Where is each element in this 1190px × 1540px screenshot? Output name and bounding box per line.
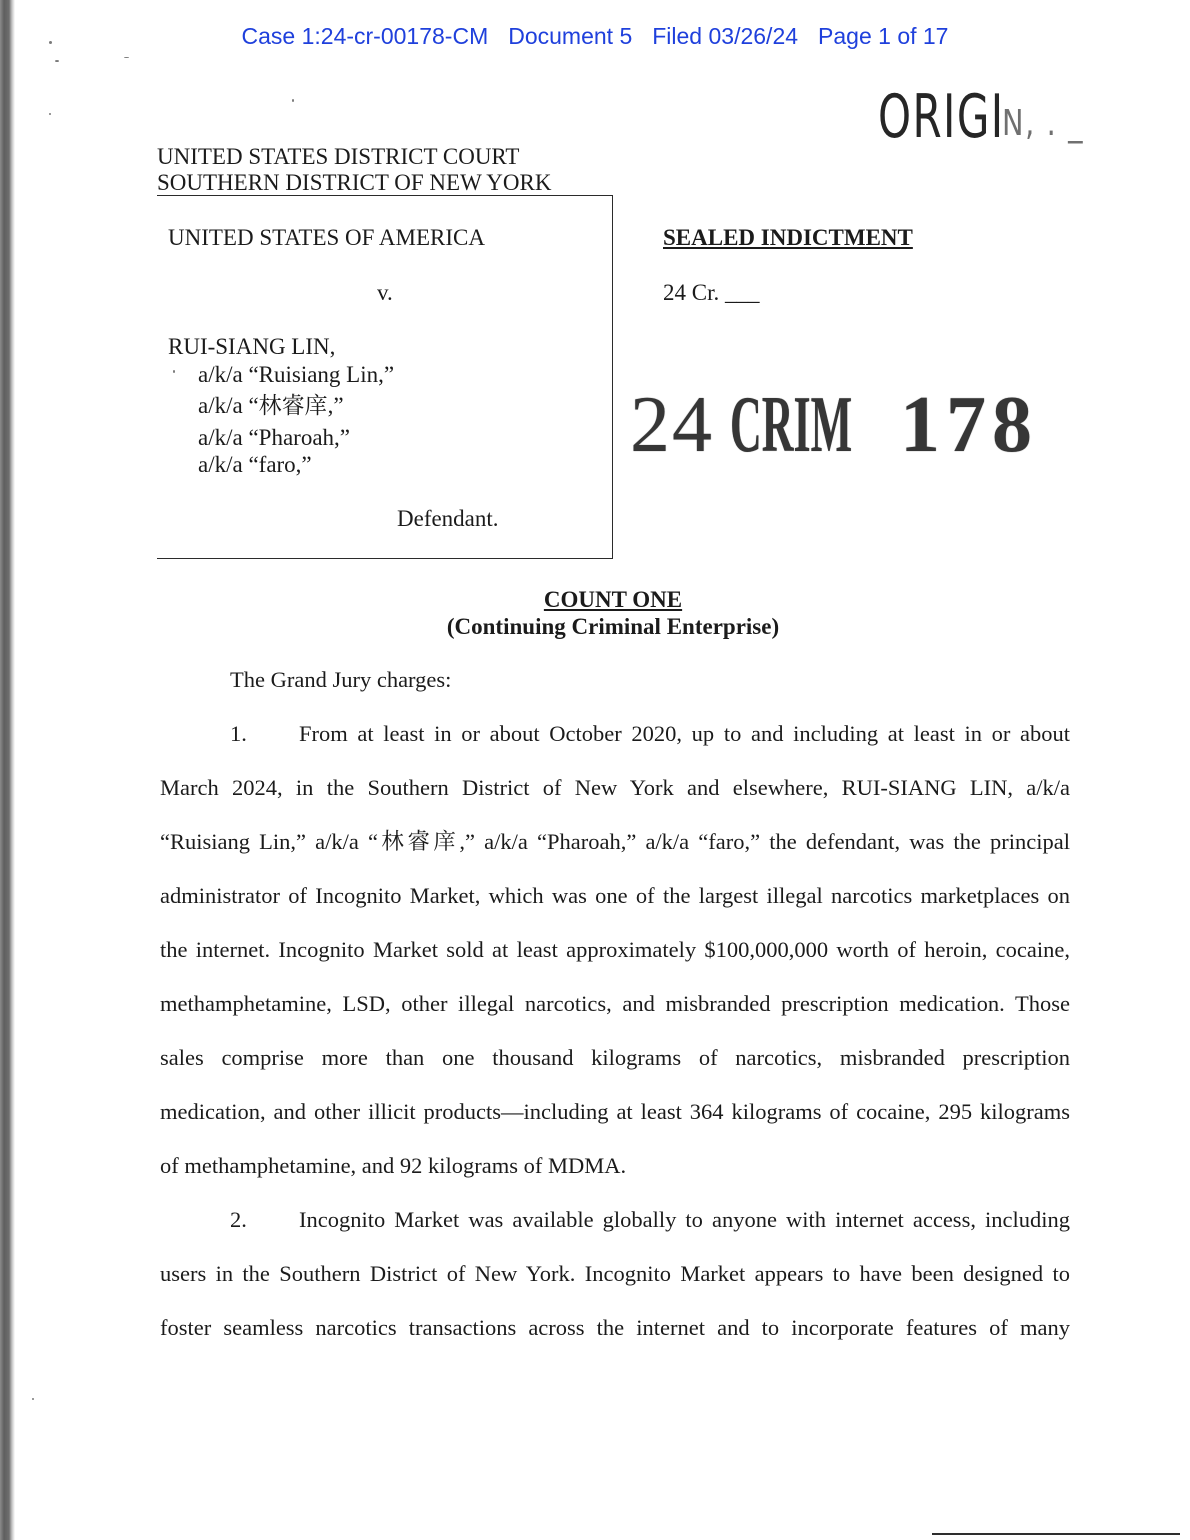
paragraph-line: methamphetamine, LSD, other illegal narcotics, and misbranded prescription medication. Those (160, 991, 1070, 1016)
paragraph-line: medication, and other illicit products—including at least 364 kilograms of cocaine, 295 kilograms (160, 1099, 1070, 1124)
paragraph-line: From at least in or about October 2020, up to and including at least in or about (299, 721, 1070, 746)
defendant-label: Defendant. (397, 506, 499, 531)
paragraph-line: users in the Southern District of New York. Incognito Market appears to have been designed to (160, 1261, 1070, 1286)
paragraph-last-line: of methamphetamine, and 92 kilograms of MDMA. (160, 1153, 627, 1178)
case-caption-box (157, 195, 613, 559)
paragraph-line: foster seamless narcotics transactions across the internet and to incorporate features of many (160, 1315, 1070, 1340)
paragraph-line: March 2024, in the Southern District of New York and elsewhere, RUI-SIANG LIN, a/k/a (160, 775, 1070, 800)
paragraph-number: 2. (230, 1207, 247, 1232)
count-title: COUNT ONE (543, 587, 683, 612)
scan-speck (124, 57, 129, 58)
defendant-name: RUI-SIANG LIN, (168, 334, 336, 359)
filed-date: Filed 03/26/24 (652, 23, 799, 49)
paragraph-1 (160, 707, 1070, 1193)
ecf-filing-header (0, 23, 1190, 49)
paragraph-first-line (160, 707, 1070, 761)
court-name (157, 144, 551, 196)
grand-jury-intro: The Grand Jury charges: (230, 667, 452, 692)
paragraph-number: 1. (230, 721, 247, 746)
scan-speck (55, 60, 59, 62)
court-name-line-1: UNITED STATES DISTRICT COURT (157, 144, 520, 169)
paragraph-line: administrator of Incognito Market, which was one of the largest illegal narcotics marketplaces on (160, 883, 1070, 908)
defendant-alias: a/k/a “faro,” (198, 452, 312, 477)
court-name-line-2: SOUTHERN DISTRICT OF NEW YORK (157, 170, 552, 195)
indictment-body (160, 653, 1070, 1355)
scan-bottom-edge-line (932, 1533, 1180, 1535)
document-number: Document 5 (508, 23, 633, 49)
docket-prefix: 24 Cr. (663, 280, 725, 305)
defendant-alias: a/k/a “Ruisiang Lin,” (198, 362, 395, 387)
docket-stamp-number: 178 (900, 381, 1038, 469)
scan-speck (292, 99, 294, 102)
original-stamp: ORIGI (878, 82, 1005, 152)
paragraph-first-line (160, 1193, 1070, 1247)
defendant-alias: a/k/a “Pharoah,” (198, 425, 350, 450)
paragraph-line: “Ruisiang Lin,” a/k/a “林睿庠,” a/k/a “Pharoah,” a/k/a “faro,” the defendant, was the principal (160, 829, 1070, 854)
defendant-alias: a/k/a “林睿庠,” (198, 393, 344, 418)
original-stamp-faded-tail: N, . _ (1002, 103, 1085, 144)
paragraph-line: the internet. Incognito Market sold at least approximately $100,000,000 worth of heroin, cocaine, (160, 937, 1070, 962)
count-subtitle: (Continuing Criminal Enterprise) (446, 614, 780, 639)
docket-number-line (663, 280, 759, 306)
scan-speck (32, 1398, 34, 1400)
scan-speck (49, 113, 51, 115)
versus-label: v. (377, 280, 393, 305)
paragraph-2 (160, 1193, 1070, 1355)
scan-left-edge-shadow (0, 0, 15, 1540)
docket-stamp-type: CRIM (730, 381, 853, 469)
docket-blank: ___ (724, 280, 760, 305)
paragraph-line: Incognito Market was available globally to anyone with internet access, including (299, 1207, 1070, 1232)
plaintiff-name: UNITED STATES OF AMERICA (168, 225, 485, 250)
case-number: Case 1:24-cr-00178-CM (241, 23, 489, 49)
document-type-title: SEALED INDICTMENT (663, 225, 913, 250)
page-indicator: Page 1 of 17 (818, 23, 949, 49)
docket-stamp-year: 24 (630, 381, 714, 469)
paragraph-line: sales comprise more than one thousand kilograms of narcotics, misbranded prescription (160, 1045, 1070, 1070)
